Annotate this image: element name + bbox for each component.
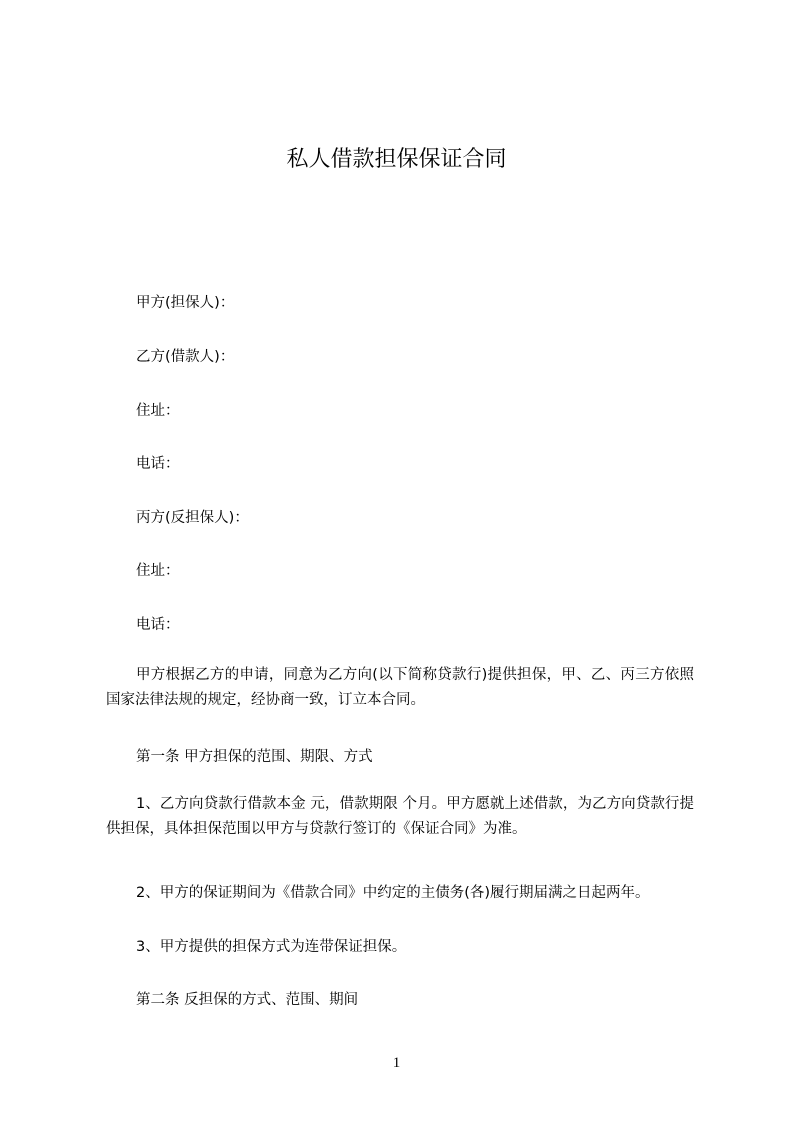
party-line-party-c: 丙方(反担保人)：: [136, 510, 249, 526]
party-line-party-a: 甲方(担保人)：: [136, 295, 235, 311]
article1-item-3: 3、甲方提供的担保方式为连带保证担保。: [136, 939, 407, 955]
party-line-phone-c: 电话：: [136, 617, 180, 633]
party-line-party-b: 乙方(借款人)：: [136, 349, 235, 365]
party-line-address-c: 住址：: [136, 563, 180, 579]
intro-paragraph: 甲方根据乙方的申请，同意为乙方向(以下简称贷款行)提供担保，甲、乙、丙三方依照国家法律法规的规定，经协商一致，订立本合同。: [106, 667, 694, 708]
document-title: 私人借款担保保证合同: [286, 147, 507, 172]
article2-heading: 第二条 反担保的方式、范围、期间: [136, 992, 359, 1008]
party-line-address-b: 住址：: [136, 403, 180, 419]
article1-item-2: 2、甲方的保证期间为《借款合同》中约定的主债务(各)履行期届满之日起两年。: [136, 885, 650, 901]
article1-item-1: 1、乙方向贷款行借款本金 元，借款期限 个月。甲方愿就上述借款，为乙方向贷款行提供担保，具体担保范围以甲方与贷款行签订的《保证合同》为准。: [106, 796, 694, 837]
party-line-phone-b: 电话：: [136, 456, 180, 472]
page-number: 1: [392, 1055, 401, 1071]
article1-heading: 第一条 甲方担保的范围、期限、方式: [136, 749, 373, 765]
